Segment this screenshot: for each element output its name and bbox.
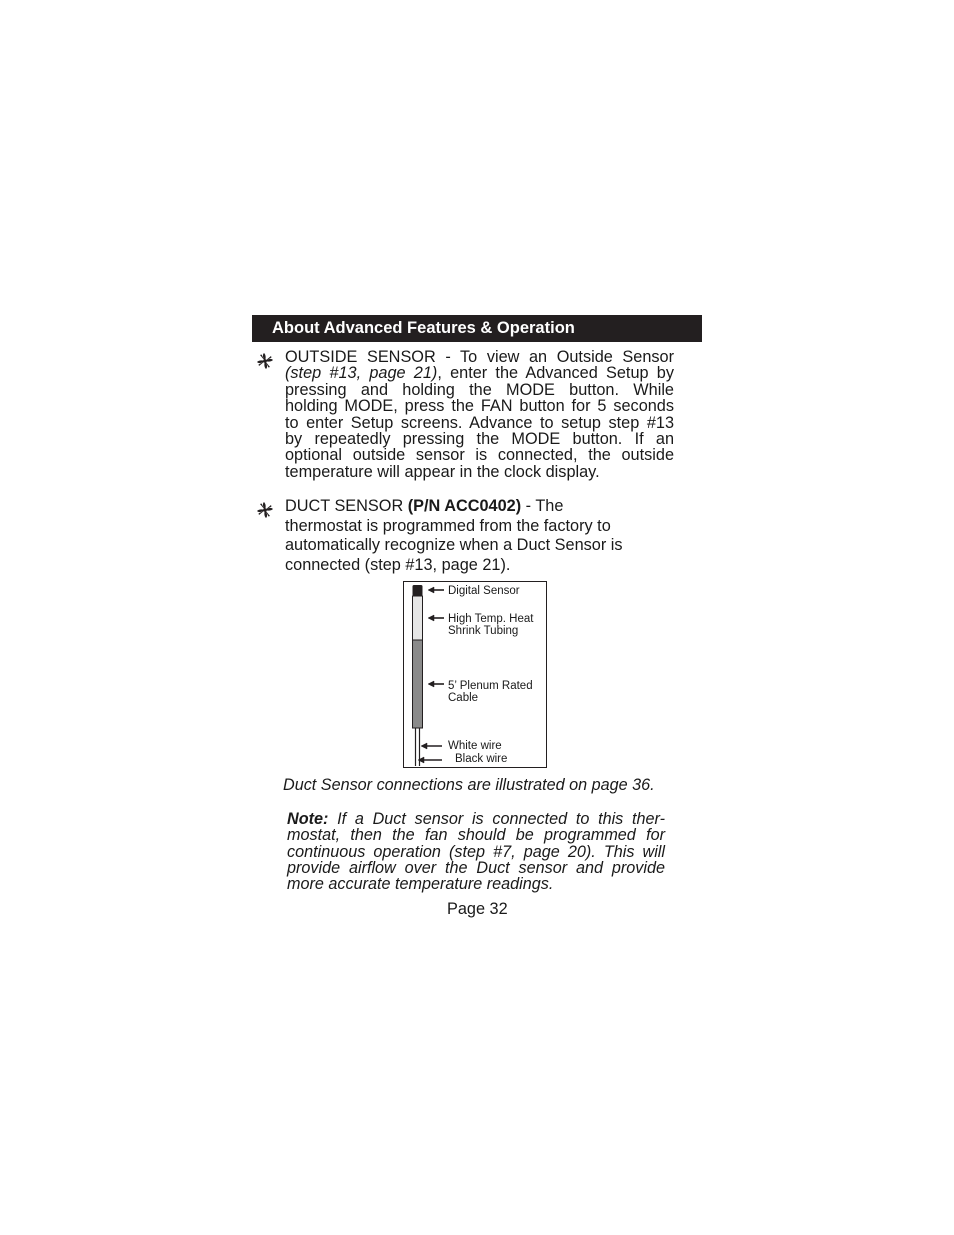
duct-line-4: connected (step #13, page 21). — [285, 555, 511, 574]
outside-line-2 — [285, 365, 674, 381]
label-black-wire: Black wire — [455, 753, 508, 765]
label-cable-1: 5’ Plenum Rated — [448, 680, 533, 692]
duct-after-part: - The — [521, 497, 564, 515]
shrink-tubing — [413, 596, 423, 640]
duct-line-3: automatically recognize when a Duct Sensor is — [285, 536, 623, 554]
left-arrow-icon — [428, 681, 434, 687]
note-label: Note: — [287, 810, 329, 828]
outside-line-6: by repeatedly pressing the MODE button. If an — [285, 430, 674, 449]
duct-sensor-diagram — [403, 581, 547, 768]
note-line-2: mostat, then the fan should be programmed for — [287, 826, 665, 845]
diagram-caption: Duct Sensor connections are illustrated on page 36. — [283, 776, 655, 794]
label-cable-2: Cable — [448, 692, 479, 704]
left-arrow-icon — [428, 615, 434, 621]
section-title: About Advanced Features & Operation — [272, 319, 575, 337]
label-tubing-1: High Temp. Heat — [448, 613, 534, 625]
note-paragraph — [287, 811, 665, 892]
note-line-3: continuous operation (step #7, page 20). This will — [287, 842, 665, 861]
outside-line-2-rest: , enter the Advanced Setup by — [437, 364, 674, 383]
note-line-1 — [287, 811, 665, 827]
outside-line-4: holding MODE, press the FAN button for 5 seconds — [285, 397, 674, 416]
left-arrow-icon — [428, 587, 434, 593]
note-line-1-text: If a Duct sensor is connected to this ther- — [328, 810, 665, 828]
duct-sensor-paragraph — [285, 497, 685, 575]
snowflake-bullet-icon — [256, 501, 274, 519]
duct-lead: DUCT SENSOR — [285, 497, 408, 515]
outside-line-7: optional outside sensor is connected, the outside — [285, 446, 674, 465]
note-line-4: provide airflow over the Duct sensor and provide — [287, 858, 665, 877]
duct-line-2: thermostat is programmed from the factory to — [285, 516, 611, 535]
label-digital-sensor: Digital Sensor — [448, 585, 520, 597]
page-number: Page 32 — [447, 900, 508, 918]
outside-step-ref: (step #13, page 21) — [285, 364, 438, 383]
left-arrow-icon — [418, 757, 424, 763]
snowflake-bullet-icon — [256, 352, 274, 370]
left-arrow-icon — [421, 743, 427, 749]
duct-part-number: (P/N ACC0402) — [407, 497, 522, 515]
plenum-cable — [413, 640, 423, 728]
outside-line-8: temperature will appear in the clock display. — [285, 462, 600, 481]
duct-line-1 — [285, 497, 685, 517]
outside-sensor-paragraph — [285, 349, 674, 480]
outside-line-5: to enter Setup screens. Advance to setup step #13 — [285, 413, 674, 432]
outside-line-3: pressing and holding the MODE button. While — [285, 380, 674, 399]
digital-sensor-tip — [413, 585, 423, 596]
section-header — [252, 315, 702, 342]
label-tubing-2: Shrink Tubing — [448, 625, 519, 637]
note-line-5: more accurate temperature readings. — [287, 875, 554, 894]
label-white-wire: White wire — [448, 740, 502, 752]
outside-line-1: OUTSIDE SENSOR - To view an Outside Sensor — [285, 348, 674, 366]
